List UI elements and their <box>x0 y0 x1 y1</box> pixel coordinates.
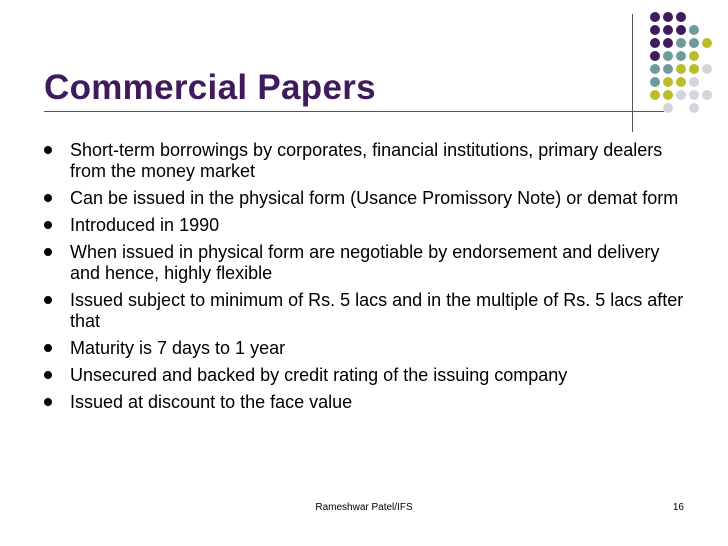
decorative-dot <box>650 51 660 61</box>
bullet-icon <box>44 248 52 256</box>
bullet-item <box>44 365 694 386</box>
decorative-dot <box>676 25 686 35</box>
bullet-item <box>44 290 694 332</box>
decorative-dot <box>676 64 686 74</box>
bullet-icon <box>44 398 52 406</box>
decorative-dot <box>650 64 660 74</box>
bullet-text: When issued in physical form are negotiable by endorsement and delivery and hence, highly flexible <box>70 242 660 283</box>
bullet-text: Introduced in 1990 <box>70 215 220 235</box>
bullet-item <box>44 140 694 182</box>
decorative-dot <box>676 51 686 61</box>
bullet-icon <box>44 194 52 202</box>
title-vertical-rule <box>632 14 633 132</box>
decorative-dot <box>702 90 712 100</box>
bullet-text: Short-term borrowings by corporates, financial institutions, primary dealers from the money market <box>70 140 663 181</box>
decorative-dot <box>702 38 712 48</box>
footer-author: Rameshwar Patel/IFS <box>315 502 413 513</box>
bullet-icon <box>44 221 52 229</box>
bullet-item <box>44 188 694 209</box>
decorative-dot <box>663 25 673 35</box>
decorative-dot <box>663 103 673 113</box>
decorative-dot <box>676 12 686 22</box>
decorative-dot <box>689 90 699 100</box>
decorative-dot <box>689 64 699 74</box>
bullet-text: Issued subject to minimum of Rs. 5 lacs and in the multiple of Rs. 5 lacs after that <box>70 290 684 331</box>
decorative-dot <box>650 77 660 87</box>
bullet-item <box>44 242 694 284</box>
bullet-icon <box>44 371 52 379</box>
decorative-dot <box>689 25 699 35</box>
decorative-dot <box>702 64 712 74</box>
decorative-dot <box>676 77 686 87</box>
decorative-dot <box>689 77 699 87</box>
bullet-icon <box>44 296 52 304</box>
bullet-list <box>44 140 694 419</box>
decorative-dot <box>676 38 686 48</box>
bullet-icon <box>44 344 52 352</box>
decorative-dot <box>689 38 699 48</box>
decorative-dot <box>663 90 673 100</box>
bullet-item <box>44 338 694 359</box>
decorative-dot <box>663 51 673 61</box>
bullet-text: Maturity is 7 days to 1 year <box>70 338 286 358</box>
decorative-dot <box>663 38 673 48</box>
slide-title: Commercial Papers <box>44 68 376 107</box>
bullet-text: Unsecured and backed by credit rating of the issuing company <box>70 365 568 385</box>
bullet-item <box>44 392 694 413</box>
page-number: 16 <box>672 502 684 513</box>
decorative-dot <box>676 90 686 100</box>
decorative-dot <box>663 12 673 22</box>
bullet-item <box>44 215 694 236</box>
decorative-dot <box>650 38 660 48</box>
decorative-dot <box>663 77 673 87</box>
bullet-text: Can be issued in the physical form (Usance Promissory Note) or demat form <box>70 188 679 208</box>
decorative-dot <box>650 12 660 22</box>
title-horizontal-rule <box>44 111 664 112</box>
decorative-dot <box>689 103 699 113</box>
decorative-dot <box>663 64 673 74</box>
decorative-dot <box>689 51 699 61</box>
decorative-dot <box>650 90 660 100</box>
bullet-icon <box>44 146 52 154</box>
decorative-dot <box>650 25 660 35</box>
bullet-text: Issued at discount to the face value <box>70 392 353 412</box>
